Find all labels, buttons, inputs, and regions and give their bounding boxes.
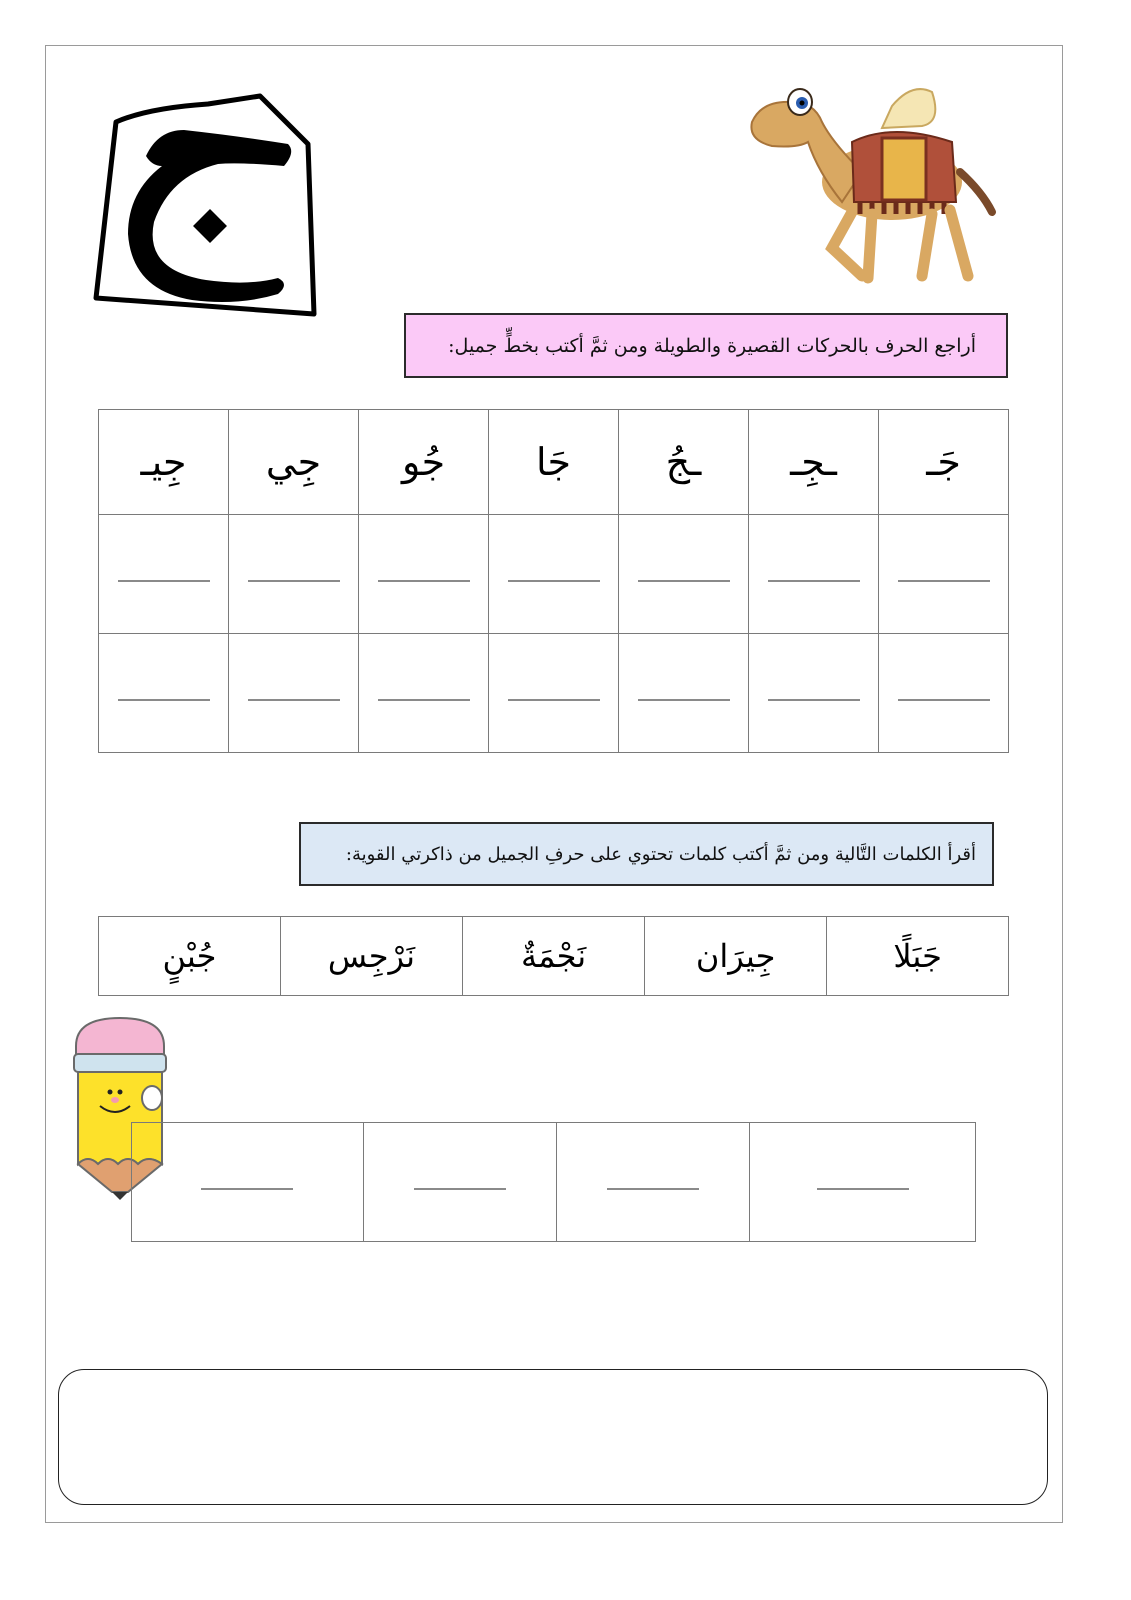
- practice-row-1: [99, 515, 1009, 634]
- writing-line: [414, 1188, 506, 1190]
- writing-cell[interactable]: [99, 634, 229, 753]
- writing-cell[interactable]: [749, 515, 879, 634]
- writing-line: [508, 699, 600, 701]
- writing-cell[interactable]: [359, 634, 489, 753]
- letter-forms-practice-grid: [98, 409, 1009, 753]
- writing-line: [378, 699, 470, 701]
- writing-cell[interactable]: [619, 634, 749, 753]
- writing-line: [118, 699, 210, 701]
- exercise2-instruction: [299, 822, 994, 886]
- writing-line: [201, 1188, 293, 1190]
- writing-cell[interactable]: [749, 634, 879, 753]
- writing-line: [817, 1188, 909, 1190]
- letter-jeem-badge: [88, 92, 320, 318]
- letter-form-cell: ـجِـ: [749, 410, 879, 515]
- answer-row: [132, 1123, 976, 1242]
- letter-form-cell: ـجُ: [619, 410, 749, 515]
- letter-forms-row: [99, 410, 1009, 515]
- letter-form-cell: جَا: [489, 410, 619, 515]
- writing-cell[interactable]: [229, 515, 359, 634]
- writing-line: [607, 1188, 699, 1190]
- letter-form-cell: جُو: [359, 410, 489, 515]
- letter-form-cell: جِيـ: [99, 410, 229, 515]
- writing-line: [898, 580, 990, 582]
- word-cell: جَبَلًا: [827, 917, 1009, 996]
- word-cell: جِيرَان: [645, 917, 827, 996]
- writing-line: [768, 699, 860, 701]
- practice-row-2: [99, 634, 1009, 753]
- letter-jeem-icon: [88, 92, 320, 318]
- words-row: [99, 917, 1009, 996]
- answer-box[interactable]: [750, 1123, 976, 1242]
- word-cell: جُبْنٍ: [99, 917, 281, 996]
- exercise1-instruction: [404, 313, 1008, 378]
- writing-line: [638, 699, 730, 701]
- writing-line: [768, 580, 860, 582]
- word-cell: نَرْجِس: [280, 917, 462, 996]
- exercise1-instruction-text: أراجع الحرف بالحركات القصيرة والطويلة ومن ثمَّ أكتب بخطٍّ جميل:: [448, 334, 976, 357]
- camel-illustration: [742, 62, 1007, 294]
- letter-form-cell: جِي: [229, 410, 359, 515]
- writing-cell[interactable]: [489, 634, 619, 753]
- answer-boxes-table: [131, 1122, 976, 1242]
- writing-cell[interactable]: [229, 634, 359, 753]
- notes-box[interactable]: [58, 1369, 1048, 1505]
- answer-box[interactable]: [556, 1123, 749, 1242]
- writing-cell[interactable]: [619, 515, 749, 634]
- writing-line: [638, 580, 730, 582]
- writing-line: [118, 580, 210, 582]
- writing-line: [248, 580, 340, 582]
- reading-words-table: [98, 916, 1009, 996]
- writing-cell[interactable]: [879, 515, 1009, 634]
- writing-cell[interactable]: [489, 515, 619, 634]
- answer-box[interactable]: [363, 1123, 556, 1242]
- writing-line: [508, 580, 600, 582]
- writing-line: [248, 699, 340, 701]
- writing-line: [378, 580, 470, 582]
- letter-form-cell: جَـ: [879, 410, 1009, 515]
- word-cell: نَجْمَةٌ: [463, 917, 645, 996]
- writing-cell[interactable]: [359, 515, 489, 634]
- answer-box[interactable]: [132, 1123, 364, 1242]
- writing-cell[interactable]: [99, 515, 229, 634]
- writing-line: [898, 699, 990, 701]
- writing-cell[interactable]: [879, 634, 1009, 753]
- exercise2-instruction-text: أقرأ الكلمات التَّالية ومن ثمَّ أكتب كلمات تحتوي على حرفِ الجميل من ذاكرتي القوية:: [345, 843, 976, 865]
